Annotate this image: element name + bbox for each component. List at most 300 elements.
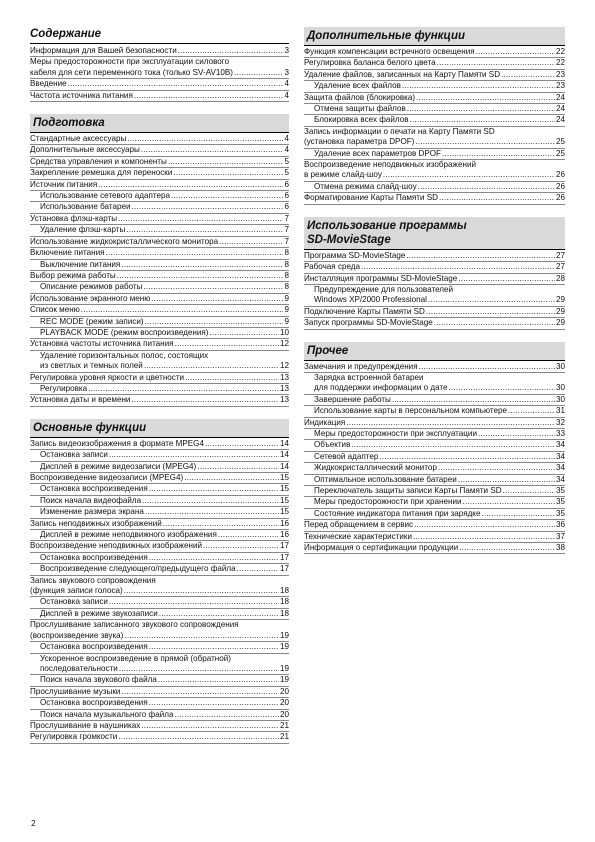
toc-entry-page: 3: [284, 67, 289, 77]
toc-entry-page: 29: [555, 318, 565, 328]
toc-entry-title: Выбор режима работы: [30, 270, 116, 280]
section-heading: [304, 27, 565, 46]
toc-entry-page: 13: [279, 383, 289, 393]
toc-entry[interactable]: [30, 351, 289, 361]
toc-entry-title: Удаление горизонтальных полос, состоящих: [40, 350, 209, 360]
toc-entry-page: 36: [555, 520, 565, 530]
dot-leader: [159, 609, 279, 619]
toc-entry-page: 9: [284, 305, 289, 315]
toc-entry-title: Сетевой адаптер: [314, 451, 379, 461]
toc-entry-page: 26: [555, 181, 565, 191]
toc-entry[interactable]: [30, 576, 289, 586]
dot-leader: [442, 149, 555, 159]
dot-leader: [109, 450, 279, 460]
toc-entry-page: 18: [279, 586, 289, 596]
toc-entry-title: Удаление флэш-карты: [40, 225, 126, 235]
toc-entry-title: (функция записи голоса): [30, 586, 123, 596]
toc-entry-title: Введение: [30, 79, 67, 89]
toc-entry-title: Защита файлов (блокировка): [304, 92, 416, 102]
dot-leader: [416, 93, 555, 103]
dot-leader: [121, 687, 279, 697]
dot-leader: [145, 507, 279, 517]
toc-entry[interactable]: [304, 115, 565, 126]
toc-entry[interactable]: [30, 553, 289, 564]
toc-entry[interactable]: [30, 484, 289, 495]
toc-entry[interactable]: [304, 486, 565, 497]
dot-leader: [459, 543, 555, 553]
section-heading: [304, 217, 565, 250]
toc-entry-title: Частота источника питания: [30, 90, 133, 100]
toc-entry-page: 14: [279, 438, 289, 448]
toc-entry[interactable]: [30, 282, 289, 293]
toc-entry-title: Установка флэш-карты: [30, 213, 118, 223]
toc-entry-page: 13: [279, 372, 289, 382]
dot-leader: [434, 318, 555, 328]
dot-leader: [106, 248, 284, 258]
dot-leader: [463, 497, 555, 507]
toc-entry-title: Дополнительные аксессуары: [30, 145, 140, 155]
dot-leader: [143, 282, 283, 292]
page-number: 2: [31, 818, 36, 828]
dot-leader: [426, 307, 555, 317]
toc-entry-title: Объектив: [314, 440, 351, 450]
toc-entry[interactable]: [30, 57, 289, 67]
toc-entry-title: Использование батареи: [40, 202, 131, 212]
toc-entry-title: в режиме слайд-шоу: [304, 170, 382, 180]
toc-entry-page: 19: [279, 675, 289, 685]
toc-entry[interactable]: [304, 160, 565, 170]
toc-entry[interactable]: [30, 597, 289, 608]
toc-entry-page: 12: [279, 339, 289, 349]
toc-entry-page: 16: [279, 530, 289, 540]
dot-leader: [437, 58, 555, 68]
dot-leader: [134, 91, 284, 101]
toc-entry[interactable]: [304, 532, 565, 543]
toc-entry-page: 10: [279, 327, 289, 337]
toc-entry-page: 3: [284, 46, 289, 55]
dot-leader: [141, 145, 284, 155]
toc-entry[interactable]: [30, 732, 289, 743]
toc-entry-title: Запись неподвижных изображений: [30, 518, 162, 528]
toc-entry-page: 33: [555, 428, 565, 438]
dot-leader: [163, 519, 279, 529]
toc-entry-page: 24: [555, 115, 565, 125]
toc-entry-title: Прослушивание записанного звукового сопровождения: [30, 620, 239, 630]
toc-entry[interactable]: [30, 294, 289, 305]
dot-leader: [203, 541, 279, 551]
toc-entry-title: Воспроизведение видеозаписи (MPEG4): [30, 473, 184, 482]
toc-entry-title: для поддержки информации о дате: [314, 383, 448, 393]
toc-entry-page: 28: [555, 273, 565, 283]
toc-entry-page: 30: [555, 361, 565, 371]
toc-entry[interactable]: [30, 134, 289, 145]
section-heading-text: Основные функции: [33, 421, 147, 434]
dot-leader: [173, 168, 283, 178]
toc-entry[interactable]: [304, 497, 565, 508]
toc-entry[interactable]: [304, 70, 565, 81]
dot-leader: [81, 305, 284, 315]
toc-entry-title: Удаление файлов, записанных на Карту Памяти SD: [304, 69, 501, 79]
toc-entry-page: 15: [279, 507, 289, 517]
toc-entry[interactable]: [30, 305, 289, 316]
toc-entry-title: Состояние индикатора питания при зарядке: [314, 508, 481, 518]
toc-entry[interactable]: [30, 687, 289, 698]
toc-entry-page: 4: [284, 134, 289, 144]
dot-leader: [458, 475, 555, 485]
toc-entry[interactable]: [30, 214, 289, 225]
toc-entry-title: Предупреждение для пользователей: [314, 284, 454, 294]
toc-entry[interactable]: [30, 450, 289, 461]
toc-entry-title: Остановка воспроизведения: [40, 552, 148, 562]
dot-leader: [132, 202, 284, 212]
dot-leader: [237, 564, 279, 574]
toc-entry[interactable]: [30, 339, 289, 350]
dot-leader: [68, 79, 284, 89]
toc-entry-page: 23: [555, 81, 565, 91]
dot-leader: [149, 484, 279, 494]
toc-entry-page: 19: [279, 642, 289, 652]
toc-entry[interactable]: [304, 509, 565, 520]
dot-leader: [449, 383, 555, 393]
toc-entry-title: Остановка записи: [40, 597, 108, 607]
toc-section: [30, 419, 289, 744]
dot-leader: [508, 406, 555, 416]
toc-entry-page: 20: [279, 686, 289, 696]
toc-entry[interactable]: [30, 473, 289, 484]
toc-entry-title: Поиск начала видеофайла: [40, 495, 142, 505]
toc-entry-title: Остановка записи: [40, 450, 108, 460]
toc-entry-title: Изменение размера экрана: [40, 507, 144, 517]
toc-entry[interactable]: [304, 93, 565, 104]
toc-entry[interactable]: [304, 149, 565, 160]
toc-entry[interactable]: [30, 664, 289, 675]
toc-entry-title: Дисплей в режиме неподвижного изображения: [40, 530, 217, 540]
toc-entry-page: 25: [555, 148, 565, 158]
toc-entry[interactable]: [304, 318, 565, 329]
toc-entry-page: 9: [284, 316, 289, 326]
toc-entry-page: 27: [555, 262, 565, 272]
toc-entry-title: Запись звукового сопровождения: [30, 575, 156, 585]
toc-entry[interactable]: [304, 295, 565, 306]
toc-entry-page: 37: [555, 531, 565, 541]
toc-entry[interactable]: [304, 440, 565, 451]
toc-entry[interactable]: [30, 202, 289, 213]
toc-entry[interactable]: [30, 675, 289, 686]
dot-leader: [88, 384, 279, 394]
toc-entry[interactable]: [304, 170, 565, 181]
toc-entry-title: Регулировка: [40, 383, 88, 393]
toc-entry[interactable]: [304, 406, 565, 417]
section-heading: [304, 342, 565, 361]
toc-entry[interactable]: [304, 81, 565, 92]
toc-entry-title: Запись информации о печати на Карту Памяти SD: [304, 126, 495, 136]
toc-entry-page: 17: [279, 564, 289, 574]
toc-entry[interactable]: [30, 46, 289, 57]
toc-entry[interactable]: [30, 68, 289, 79]
toc-entry[interactable]: [30, 271, 289, 282]
toc-entry[interactable]: [304, 429, 565, 440]
dot-leader: [503, 486, 555, 496]
toc-entry[interactable]: [304, 543, 565, 554]
toc-entry[interactable]: [304, 475, 565, 486]
toc-entry-title: Завершение работы: [314, 394, 391, 404]
toc-entry[interactable]: [30, 317, 289, 328]
toc-entry-title: (воспроизведение звука): [30, 630, 124, 640]
toc-entry[interactable]: [30, 541, 289, 552]
toc-entry-title: Меры предосторожности при хранении: [314, 497, 462, 507]
section-heading-text-line2: SD-MovieStage: [307, 233, 391, 246]
toc-entry[interactable]: [30, 373, 289, 384]
toc-entry-title: Описание режимов работы: [40, 282, 143, 292]
dot-leader: [379, 452, 555, 462]
toc-entry-title: Жидкокристаллический монитор: [314, 463, 437, 473]
toc-entry-page: 4: [284, 90, 289, 100]
toc-entry-title: из светлых и темных полей: [40, 361, 143, 371]
toc-entry-title: Остановка воспроизведения: [40, 484, 148, 494]
toc-entry-title: Отмена защиты файлов: [314, 104, 406, 114]
toc-entry-page: 34: [555, 474, 565, 484]
dot-leader: [392, 395, 555, 405]
toc-entry-page: 21: [279, 720, 289, 730]
toc-entry-title: Использование экранного меню: [30, 293, 151, 303]
toc-entry-title: Закрепление ремешка для переноски: [30, 168, 173, 178]
toc-entry[interactable]: [304, 463, 565, 474]
toc-entry-title: Удаление всех файлов: [314, 81, 401, 91]
toc-entry[interactable]: [304, 262, 565, 273]
dot-leader: [438, 463, 555, 473]
toc-entry[interactable]: [30, 519, 289, 530]
toc-entry-title: Запуск программы SD-MovieStage: [304, 318, 433, 328]
toc-entry[interactable]: [30, 620, 289, 630]
toc-entry-page: 16: [279, 518, 289, 528]
toc-entry-page: 14: [279, 461, 289, 471]
toc-entry[interactable]: [30, 145, 289, 156]
toc-entry-title: Информация о сертификации продукции: [304, 543, 459, 553]
dot-leader: [218, 530, 279, 540]
dot-leader: [141, 721, 279, 731]
dot-leader: [481, 509, 555, 519]
toc-entry-page: 9: [284, 293, 289, 303]
toc-entry[interactable]: [304, 373, 565, 383]
toc-entry-page: 29: [555, 306, 565, 316]
section-heading-text: Использование программы: [307, 219, 467, 232]
section-heading: [30, 27, 289, 44]
dot-leader: [171, 191, 284, 201]
toc-entry-title: Отмена режима слайд-шоу: [314, 181, 417, 191]
dot-leader: [185, 373, 279, 383]
toc-entry[interactable]: [304, 362, 565, 373]
toc-entry-page: 29: [555, 295, 565, 305]
toc-entry[interactable]: [30, 191, 289, 202]
toc-entry[interactable]: [30, 260, 289, 271]
toc-entry[interactable]: [30, 395, 289, 406]
toc-entry[interactable]: [30, 384, 289, 395]
dot-leader: [144, 361, 279, 371]
dot-leader: [151, 294, 283, 304]
toc-entry-page: 19: [279, 630, 289, 640]
toc-entry-page: 7: [284, 225, 289, 235]
dot-leader: [419, 362, 555, 372]
dot-leader: [414, 520, 555, 530]
toc-entry[interactable]: [30, 631, 289, 642]
toc-entry-title: Остановка воспроизведения: [40, 642, 148, 652]
dot-leader: [458, 274, 555, 284]
dot-leader: [197, 462, 279, 472]
toc-entry-page: 15: [279, 484, 289, 494]
toc-entry[interactable]: [30, 91, 289, 102]
toc-entry[interactable]: [30, 654, 289, 664]
toc-entry[interactable]: [304, 520, 565, 531]
toc-entry[interactable]: [30, 237, 289, 248]
toc-entry-page: 27: [555, 250, 565, 260]
toc-right-column: [304, 27, 565, 566]
toc-entry[interactable]: [30, 642, 289, 653]
toc-entry-title: Поиск начала музыкального файла: [40, 709, 174, 719]
dot-leader: [209, 328, 279, 338]
section-heading-text: Прочее: [307, 344, 349, 357]
toc-entry[interactable]: [30, 496, 289, 507]
toc-entry-title: кабеля для сети переменного тока (только SV-AV10B): [30, 67, 233, 77]
toc-entry[interactable]: [304, 58, 565, 69]
toc-entry[interactable]: [304, 452, 565, 463]
toc-entry[interactable]: [304, 193, 565, 204]
toc-entry[interactable]: [30, 248, 289, 259]
toc-entry-page: 7: [284, 213, 289, 223]
toc-entry-page: 26: [555, 170, 565, 180]
section-heading: [30, 114, 289, 133]
section-heading-text: Подготовка: [33, 117, 105, 130]
toc-entry-title: Выключение питания: [40, 259, 121, 269]
toc-entry-title: Индикация: [304, 417, 346, 427]
toc-entry-title: Воспроизведение следующего/предыдущего файла: [40, 564, 236, 574]
dot-leader: [219, 237, 283, 247]
toc-entry-page: 22: [555, 58, 565, 68]
toc-entry-page: 25: [555, 137, 565, 147]
toc-entry-title: Функция компенсации встречного освещения: [304, 47, 475, 56]
toc-entry[interactable]: [30, 721, 289, 732]
toc-entry[interactable]: [304, 395, 565, 406]
toc-entry-title: Использование жидкокристаллического монитора: [30, 236, 219, 246]
toc-entry[interactable]: [30, 586, 289, 597]
toc-entry-title: Стандартные аксессуары: [30, 134, 127, 144]
toc-entry-title: PLAYBACK MODE (режим воспроизведения): [40, 327, 209, 337]
toc-entry-title: Windows XP/2000 Professional: [314, 295, 427, 305]
dot-leader: [118, 214, 283, 224]
dot-leader: [109, 597, 279, 607]
toc-entry[interactable]: [304, 307, 565, 318]
toc-entry-title: Инсталляция программы SD-MovieStage: [304, 273, 458, 283]
toc-entry-title: Использование карты в персональном компьютере: [314, 406, 507, 416]
toc-entry[interactable]: [30, 157, 289, 168]
toc-entry-title: Регулировка громкости: [30, 732, 118, 742]
toc-entry-page: 8: [284, 259, 289, 269]
toc-entry-title: Информация для Вашей безопасности: [30, 46, 177, 55]
toc-entry-page: 19: [279, 663, 289, 673]
dot-leader: [184, 473, 279, 483]
toc-entry-title: Регулировка уровня яркости и цветности: [30, 372, 185, 382]
toc-section: [30, 27, 289, 102]
toc-entry[interactable]: [30, 180, 289, 191]
toc-section: [304, 27, 565, 205]
toc-entry[interactable]: [304, 274, 565, 285]
toc-entry[interactable]: [304, 182, 565, 193]
dot-leader: [119, 664, 279, 674]
dot-leader: [478, 429, 555, 439]
toc-entry[interactable]: [30, 507, 289, 518]
toc-entry-title: Остановка воспроизведения: [40, 698, 148, 708]
toc-entry-page: 26: [555, 193, 565, 203]
toc-entry[interactable]: [30, 361, 289, 372]
toc-entry-page: 22: [555, 47, 565, 56]
toc-entry-title: Прослушивание в наушниках: [30, 720, 141, 730]
toc-entry-page: 34: [555, 440, 565, 450]
toc-entry[interactable]: [30, 698, 289, 709]
toc-entry-page: 20: [279, 698, 289, 708]
toc-entry-title: Дисплей в режиме видеозаписи (MPEG4): [40, 461, 197, 471]
toc-entry[interactable]: [30, 462, 289, 473]
section-heading-text: Дополнительные функции: [307, 30, 465, 42]
toc-entry[interactable]: [304, 104, 565, 115]
toc-entry-page: 35: [555, 508, 565, 518]
toc-entry[interactable]: [304, 285, 565, 295]
toc-entry[interactable]: [30, 439, 289, 450]
toc-entry-title: Перед обращением в сервис: [304, 520, 414, 530]
toc-entry-title: Источник питания: [30, 179, 98, 189]
toc-entry-title: Меры предосторожности при эксплуатации: [314, 428, 477, 438]
dot-leader: [124, 631, 279, 641]
dot-leader: [178, 46, 284, 56]
toc-entry-page: 38: [555, 543, 565, 553]
toc-entry[interactable]: [304, 137, 565, 148]
toc-entry-title: Зарядка встроенной батареи: [314, 372, 424, 382]
toc-entry[interactable]: [304, 418, 565, 429]
toc-entry-page: 24: [555, 92, 565, 102]
toc-entry-page: 8: [284, 270, 289, 280]
toc-entry[interactable]: [30, 564, 289, 575]
dot-leader: [118, 732, 279, 742]
toc-entry[interactable]: [304, 47, 565, 58]
toc-entry[interactable]: [30, 79, 289, 90]
toc-entry-page: 21: [279, 732, 289, 742]
toc-entry-page: 32: [555, 417, 565, 427]
toc-entry[interactable]: [30, 328, 289, 339]
toc-entry[interactable]: [30, 710, 289, 721]
toc-entry[interactable]: [304, 251, 565, 262]
dot-leader: [346, 418, 555, 428]
toc-entry[interactable]: [30, 530, 289, 541]
dot-leader: [149, 698, 279, 708]
toc-entry[interactable]: [30, 225, 289, 236]
toc-entry[interactable]: [30, 168, 289, 179]
toc-entry-page: 31: [555, 406, 565, 416]
toc-entry-title: Поиск начала звукового файла: [40, 675, 157, 685]
toc-entry-page: 13: [279, 395, 289, 405]
toc-entry[interactable]: [304, 127, 565, 137]
section-heading: [30, 419, 289, 438]
dot-leader: [418, 182, 555, 192]
toc-entry[interactable]: [30, 609, 289, 620]
toc-section: [30, 114, 289, 407]
toc-entry-title: Ускоренное воспроизведение в прямой (обратной): [40, 653, 231, 663]
toc-entry-title: Переключатель защиты записи Карты Памяти SD: [314, 486, 502, 495]
dot-leader: [168, 157, 284, 167]
toc-entry-page: 5: [284, 156, 289, 166]
dot-leader: [117, 271, 284, 281]
toc-entry[interactable]: [304, 383, 565, 394]
toc-entry-page: 30: [555, 383, 565, 393]
dot-leader: [98, 180, 283, 190]
toc-entry-title: Воспроизведение неподвижных изображений: [304, 160, 476, 170]
